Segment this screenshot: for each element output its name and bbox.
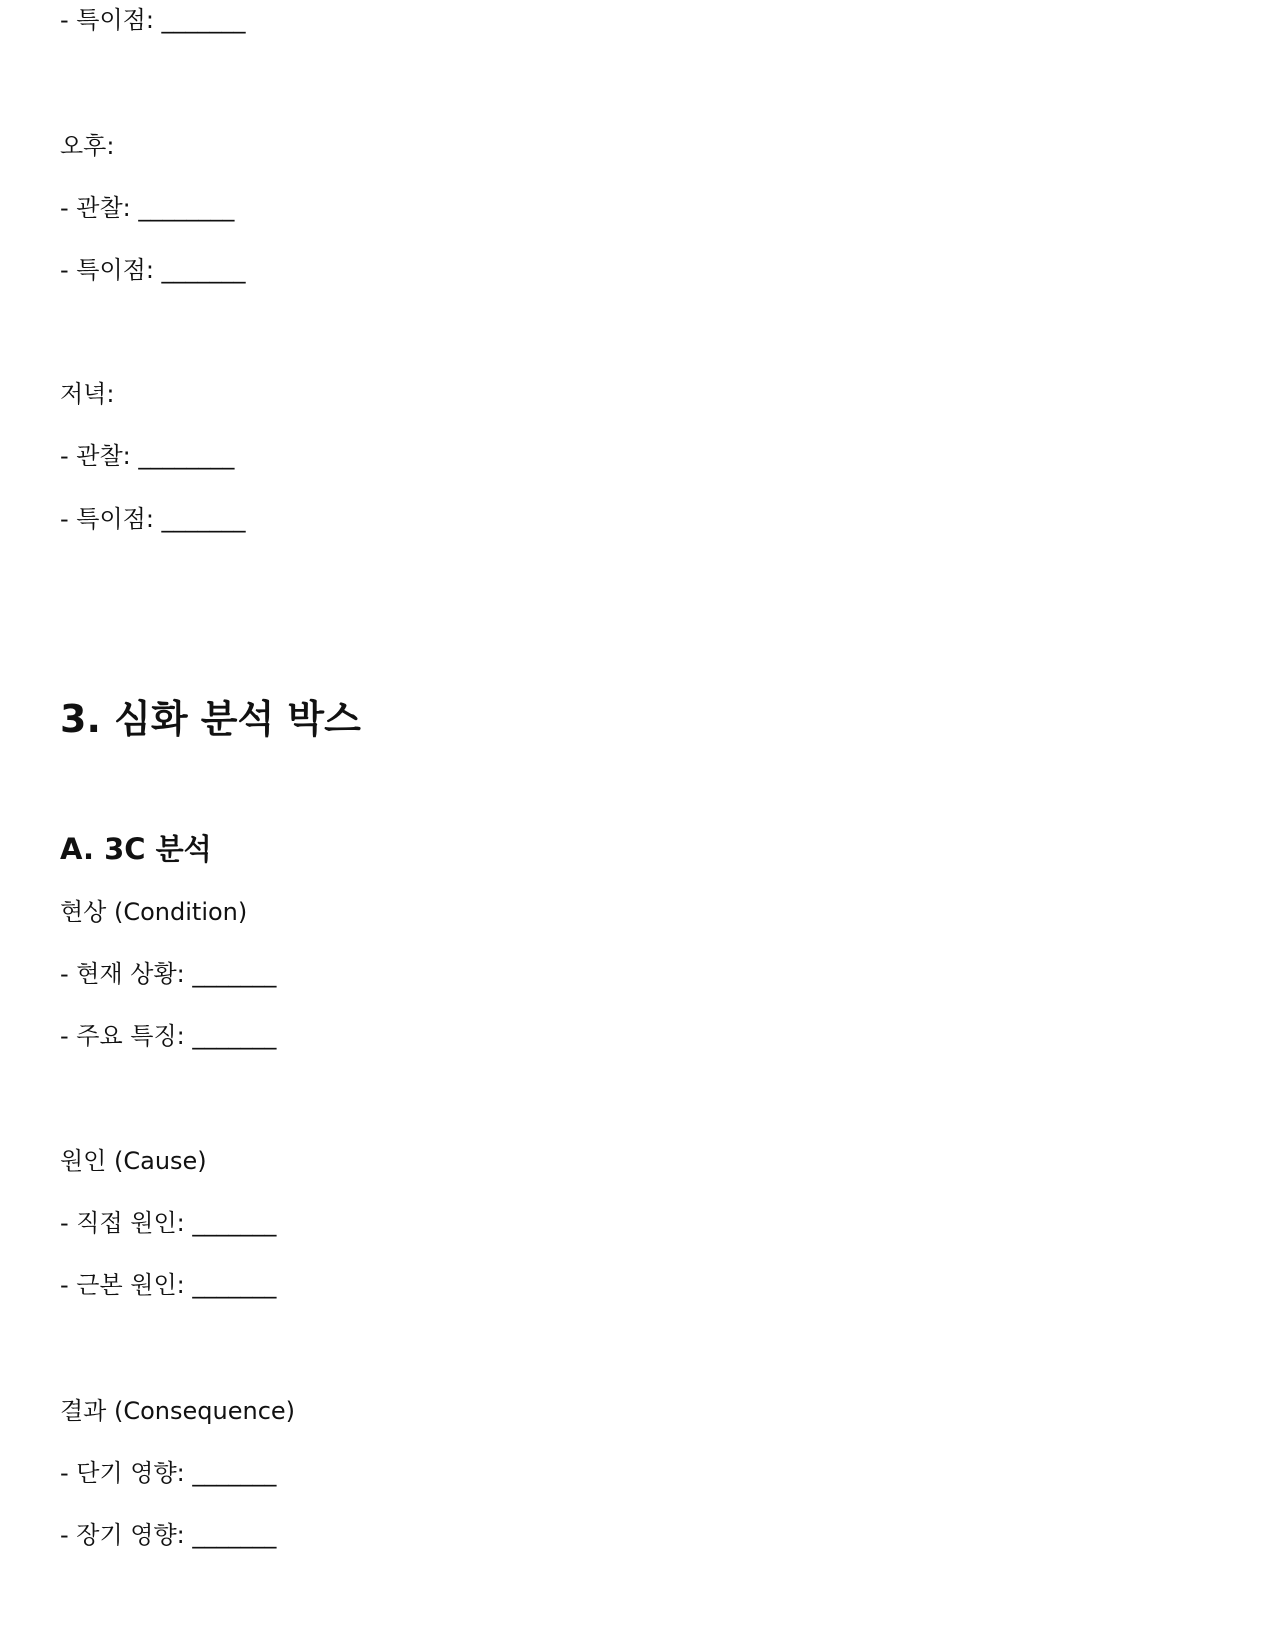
subsection-3c-heading: A. 3C 분석 <box>60 832 212 866</box>
condition-item: - 주요 특징: _______ <box>60 1022 277 1050</box>
consequence-item: - 장기 영향: _______ <box>60 1521 277 1549</box>
cause-item: - 직접 원인: _______ <box>60 1209 277 1237</box>
afternoon-observation-line: - 관찰: ________ <box>60 194 235 222</box>
consequence-item: - 단기 영향: _______ <box>60 1459 277 1487</box>
afternoon-label: 오후: <box>60 132 115 160</box>
section-3-heading: 3. 심화 분석 박스 <box>60 697 361 741</box>
evening-note-line: - 특이점: _______ <box>60 505 246 533</box>
afternoon-note-line: - 특이점: _______ <box>60 256 246 284</box>
consequence-label: 결과 (Consequence) <box>60 1397 296 1425</box>
evening-label: 저녁: <box>60 380 115 408</box>
cause-item: - 근본 원인: _______ <box>60 1271 277 1299</box>
condition-label: 현상 (Condition) <box>60 898 248 926</box>
cause-label: 원인 (Cause) <box>60 1147 207 1175</box>
morning-note-line: - 특이점: _______ <box>60 6 246 34</box>
condition-item: - 현재 상황: _______ <box>60 960 277 988</box>
evening-observation-line: - 관찰: ________ <box>60 442 235 470</box>
